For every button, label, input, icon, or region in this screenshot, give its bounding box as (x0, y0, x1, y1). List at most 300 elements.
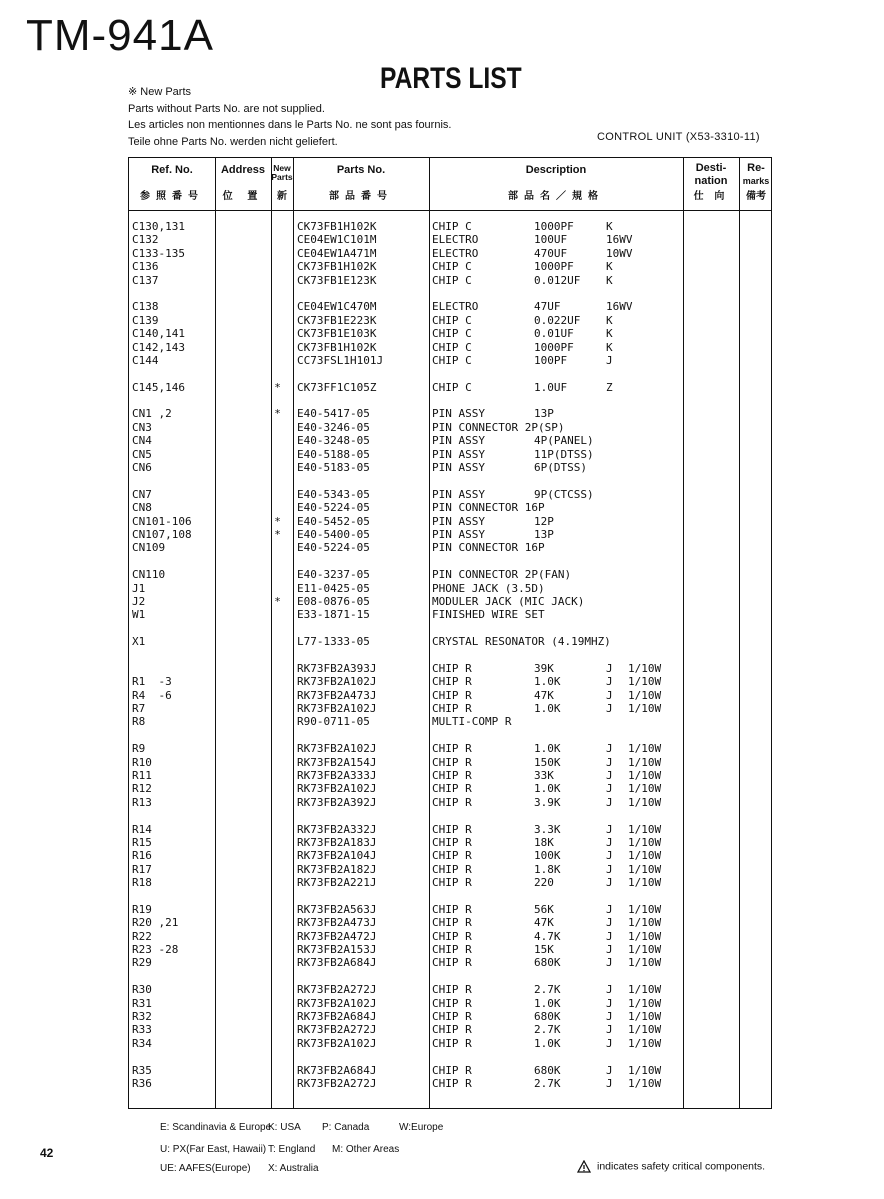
table-row (129, 956, 771, 969)
part-number: CK73FB1E223K (297, 313, 377, 327)
tolerance: J (606, 929, 613, 943)
tolerance: J (606, 353, 613, 367)
ref-cell: W1 (132, 608, 146, 622)
page-title: PARTS LIST (380, 62, 522, 95)
ref-cell: C144 (132, 353, 159, 367)
ref-cell: C140,141 (132, 327, 185, 341)
table-row (129, 327, 771, 340)
part-number: CK73FB1H102K (297, 340, 377, 354)
footer-code-k: K: USA (268, 1122, 301, 1133)
ref-cell: J2 (132, 594, 146, 608)
ref-cell: R33 (132, 1023, 152, 1037)
table-row (129, 662, 771, 675)
value: 56K (534, 902, 554, 916)
value: 220 (534, 876, 554, 890)
description: FINISHED WIRE SET (432, 608, 545, 622)
value: 15K (534, 943, 554, 957)
tolerance: J (606, 661, 613, 675)
description: CHIP R (432, 795, 472, 809)
tolerance: J (606, 835, 613, 849)
part-number: RK73FB2A153J (297, 943, 377, 957)
value: 0.01UF (534, 327, 574, 341)
ref-cell: CN110 (132, 568, 166, 582)
wattage: 1/10W (628, 996, 662, 1010)
table-row (129, 796, 771, 809)
new-mark: * (274, 380, 281, 394)
description: PIN CONNECTOR 16P (432, 541, 545, 555)
row-group (129, 983, 771, 1050)
part-number: RK73FB2A393J (297, 661, 377, 675)
description: CHIP C (432, 340, 472, 354)
description: CHIP R (432, 916, 472, 930)
new-mark: * (274, 594, 281, 608)
ref-cell: R29 (132, 956, 152, 970)
description: CHIP C (432, 260, 472, 274)
part-number: E40-5224-05 (297, 541, 370, 555)
description: CHIP C (432, 220, 472, 233)
value: 9P(CTCSS) (534, 487, 594, 501)
description: PIN ASSY (432, 407, 485, 421)
table-row (129, 461, 771, 474)
value: 1.0K (534, 675, 561, 689)
part-number: CC73FSL1H101J (297, 353, 384, 367)
description: CHIP C (432, 313, 472, 327)
ref-cell: CN3 (132, 420, 152, 434)
value: 47UF (534, 300, 561, 314)
ref-cell: CN107,108 (132, 527, 192, 541)
tolerance: J (606, 1023, 613, 1037)
value: 3.9K (534, 795, 561, 809)
part-number: RK73FB2A102J (297, 996, 377, 1010)
value: 2.7K (534, 983, 561, 997)
header-divider (129, 210, 771, 211)
header-parts-no: Parts No. (336, 164, 386, 176)
tolerance: J (606, 1077, 613, 1090)
ref-cell: CN6 (132, 461, 152, 475)
description: PHONE JACK (3.5D) (432, 581, 545, 595)
value: 1.0K (534, 996, 561, 1010)
ref-cell: R18 (132, 876, 152, 890)
header-remarks-jp: 備考 (746, 191, 766, 202)
ref-cell: R4 -6 (132, 688, 172, 702)
description: ELECTRO (432, 246, 479, 260)
table-row (129, 407, 771, 420)
header-new (271, 164, 293, 182)
ref-cell: R36 (132, 1077, 152, 1090)
wattage: 1/10W (628, 688, 662, 702)
header-destination-line2: nation (694, 175, 728, 187)
table-row (129, 742, 771, 755)
table-row (129, 568, 771, 581)
table-row (129, 260, 771, 273)
table-row (129, 595, 771, 608)
value: 1.0UF (534, 380, 568, 394)
part-number: CE04EW1C470M (297, 300, 377, 314)
new-mark: * (274, 407, 281, 421)
footer-code-m: M: Other Areas (332, 1144, 400, 1155)
table-row (129, 849, 771, 862)
ref-cell: R1 -3 (132, 675, 172, 689)
header-address: Address (220, 164, 266, 176)
description: CHIP R (432, 769, 472, 783)
table-row (129, 756, 771, 769)
description: CHIP R (432, 782, 472, 796)
description: CHIP R (432, 902, 472, 916)
table-row (129, 421, 771, 434)
tolerance: K (606, 313, 613, 327)
ref-cell: C139 (132, 313, 159, 327)
note-english: Parts without Parts No. are not supplied. (128, 102, 325, 115)
table-row (129, 1023, 771, 1036)
value: 4P(PANEL) (534, 434, 594, 448)
table-row (129, 501, 771, 514)
description: CHIP R (432, 1077, 472, 1090)
value: 12P (534, 514, 554, 528)
table-row (129, 1077, 771, 1090)
part-number: E40-3246-05 (297, 420, 370, 434)
description: CHIP R (432, 876, 472, 890)
description: CHIP R (432, 929, 472, 943)
table-row (129, 233, 771, 246)
wattage: 1/10W (628, 661, 662, 675)
table-row (129, 689, 771, 702)
tolerance: J (606, 1063, 613, 1077)
value: 1.0K (534, 742, 561, 756)
description: CHIP R (432, 688, 472, 702)
ref-cell: CN5 (132, 447, 152, 461)
description: CHIP R (432, 1036, 472, 1050)
description: CHIP R (432, 742, 472, 756)
note-new-parts: ※ New Parts (128, 86, 192, 98)
ref-cell: R12 (132, 782, 152, 796)
description: CRYSTAL RESONATOR (4.19MHZ) (432, 635, 611, 649)
ref-cell: R34 (132, 1036, 152, 1050)
part-number: E40-5452-05 (297, 514, 370, 528)
safety-note (577, 1160, 765, 1173)
description: CHIP C (432, 327, 472, 341)
header-address-jp: 位 置 (222, 191, 264, 202)
row-group (129, 662, 771, 729)
ref-cell: R23 -28 (132, 943, 179, 957)
notes (128, 84, 451, 150)
part-number: RK73FB2A684J (297, 1063, 377, 1077)
value: 18K (534, 835, 554, 849)
wattage: 1/10W (628, 983, 662, 997)
description: PIN ASSY (432, 447, 485, 461)
table-row (129, 381, 771, 394)
ref-cell: CN1 ,2 (132, 407, 172, 421)
ref-cell: R16 (132, 849, 152, 863)
ref-cell: X1 (132, 635, 146, 649)
value: 39K (534, 661, 554, 675)
header-destination-line1: Desti- (695, 162, 727, 174)
value: 13P (534, 407, 554, 421)
ref-cell: C145,146 (132, 380, 185, 394)
ref-cell: R10 (132, 755, 152, 769)
table-row (129, 1010, 771, 1023)
header-destination-jp: 仕 向 (693, 191, 729, 202)
warning-triangle-icon (577, 1160, 591, 1173)
description: CHIP R (432, 702, 472, 716)
part-number: CK73FF1C105Z (297, 380, 377, 394)
description: CHIP R (432, 862, 472, 876)
value: 470UF (534, 246, 568, 260)
header-new-line2: Parts (271, 172, 293, 182)
tolerance: J (606, 822, 613, 836)
tolerance: K (606, 327, 613, 341)
description: PIN CONNECTOR 2P(SP) (432, 420, 565, 434)
description: PIN CONNECTOR 2P(FAN) (432, 568, 572, 582)
part-number: L77-1333-05 (297, 635, 370, 649)
ref-cell: R15 (132, 835, 152, 849)
part-number: RK73FB2A154J (297, 755, 377, 769)
row-group (129, 823, 771, 890)
unit-label: CONTROL UNIT (X53-3310-11) (597, 131, 760, 143)
table-row (129, 1037, 771, 1050)
part-number: R90-0711-05 (297, 715, 370, 729)
table-row (129, 782, 771, 795)
row-group (129, 635, 771, 648)
ref-cell: C142,143 (132, 340, 185, 354)
ref-cell: CN7 (132, 487, 152, 501)
table-row (129, 823, 771, 836)
note-german: Teile ohne Parts No. werden nicht geliefert. (128, 135, 338, 148)
part-number: E40-5188-05 (297, 447, 370, 461)
parts-table (128, 157, 772, 1109)
header-description-jp: 部品名／規格 (508, 191, 604, 202)
value: 1.0K (534, 782, 561, 796)
tolerance: 16WV (606, 233, 633, 247)
wattage: 1/10W (628, 675, 662, 689)
tolerance: K (606, 260, 613, 274)
wattage: 1/10W (628, 862, 662, 876)
ref-cell: C133-135 (132, 246, 185, 260)
tolerance: 10WV (606, 246, 633, 260)
wattage: 1/10W (628, 782, 662, 796)
part-number: RK73FB2A473J (297, 688, 377, 702)
part-number: E40-5183-05 (297, 461, 370, 475)
part-number: E11-0425-05 (297, 581, 370, 595)
description: CHIP R (432, 1063, 472, 1077)
description: PIN ASSY (432, 487, 485, 501)
header-new-jp: 新 (277, 191, 287, 202)
part-number: RK73FB2A684J (297, 956, 377, 970)
description: CHIP R (432, 943, 472, 957)
tolerance: J (606, 675, 613, 689)
tolerance: J (606, 902, 613, 916)
row-group (129, 903, 771, 970)
ref-cell: C132 (132, 233, 159, 247)
ref-cell: CN4 (132, 434, 152, 448)
footer-code-ue: UE: AAFES(Europe) (160, 1163, 251, 1174)
value: 680K (534, 1063, 561, 1077)
footer-code-w: W:Europe (399, 1122, 444, 1133)
footer-code-e: E: Scandinavia & Europe (160, 1122, 272, 1133)
wattage: 1/10W (628, 943, 662, 957)
ref-cell: C136 (132, 260, 159, 274)
value: 1000PF (534, 260, 574, 274)
ref-cell: R7 (132, 702, 146, 716)
part-number: E40-3237-05 (297, 568, 370, 582)
header-parts-no-jp: 部品番号 (329, 191, 393, 202)
parts-table-body (129, 220, 771, 1104)
value: 0.012UF (534, 273, 581, 287)
wattage: 1/10W (628, 702, 662, 716)
row-group (129, 407, 771, 474)
description: CHIP C (432, 380, 472, 394)
part-number: RK73FB2A102J (297, 702, 377, 716)
wattage: 1/10W (628, 755, 662, 769)
value: 150K (534, 755, 561, 769)
ref-cell: C130,131 (132, 220, 185, 233)
ref-cell: R22 (132, 929, 152, 943)
part-number: E33-1871-15 (297, 608, 370, 622)
ref-cell: R32 (132, 1010, 152, 1024)
value: 4.7K (534, 929, 561, 943)
part-number: RK73FB2A332J (297, 822, 377, 836)
description: PIN CONNECTOR 16P (432, 501, 545, 515)
value: 2.7K (534, 1077, 561, 1090)
table-row (129, 1064, 771, 1077)
wattage: 1/10W (628, 822, 662, 836)
value: 1.8K (534, 862, 561, 876)
table-row (129, 488, 771, 501)
tolerance: J (606, 782, 613, 796)
table-row (129, 903, 771, 916)
value: 2.7K (534, 1023, 561, 1037)
value: 1000PF (534, 340, 574, 354)
ref-cell: CN109 (132, 541, 166, 555)
tolerance: K (606, 220, 613, 233)
tolerance: J (606, 742, 613, 756)
header-remarks-line1: Re- (747, 162, 765, 174)
table-row (129, 274, 771, 287)
ref-cell: R14 (132, 822, 152, 836)
part-number: CK73FB1H102K (297, 220, 377, 233)
wattage: 1/10W (628, 929, 662, 943)
value: 680K (534, 1010, 561, 1024)
safety-note-text: indicates safety critical components. (597, 1160, 766, 1173)
part-number: RK73FB2A272J (297, 983, 377, 997)
ref-cell: R20 ,21 (132, 916, 179, 930)
part-number: RK73FB2A104J (297, 849, 377, 863)
wattage: 1/10W (628, 849, 662, 863)
wattage: 1/10W (628, 916, 662, 930)
tolerance: J (606, 849, 613, 863)
table-row (129, 582, 771, 595)
table-row (129, 943, 771, 956)
header-ref: Ref. No. (151, 164, 193, 176)
new-mark: * (274, 514, 281, 528)
value: 100K (534, 849, 561, 863)
part-number: RK73FB2A472J (297, 929, 377, 943)
description: MULTI-COMP R (432, 715, 512, 729)
new-mark: * (274, 527, 281, 541)
description: CHIP R (432, 755, 472, 769)
wattage: 1/10W (628, 1077, 662, 1090)
value: 0.022UF (534, 313, 581, 327)
ref-cell: C138 (132, 300, 159, 314)
tolerance: J (606, 1010, 613, 1024)
ref-cell: R17 (132, 862, 152, 876)
part-number: RK73FB2A183J (297, 835, 377, 849)
row-group (129, 742, 771, 809)
tolerance: J (606, 688, 613, 702)
tolerance: J (606, 795, 613, 809)
wattage: 1/10W (628, 795, 662, 809)
table-row (129, 635, 771, 648)
value: 3.3K (534, 822, 561, 836)
part-number: RK73FB2A221J (297, 876, 377, 890)
header-destination (683, 162, 739, 188)
description: PIN ASSY (432, 527, 485, 541)
part-number: RK73FB2A102J (297, 1036, 377, 1050)
description: CHIP R (432, 1023, 472, 1037)
header-description: Description (525, 164, 587, 176)
row-group (129, 381, 771, 394)
tolerance: J (606, 755, 613, 769)
part-number: CK73FB1H102K (297, 260, 377, 274)
value: 33K (534, 769, 554, 783)
description: CHIP R (432, 675, 472, 689)
table-row (129, 300, 771, 313)
ref-cell: R35 (132, 1063, 152, 1077)
table-row (129, 769, 771, 782)
description: CHIP R (432, 822, 472, 836)
tolerance: J (606, 769, 613, 783)
description: CHIP R (432, 983, 472, 997)
description: CHIP R (432, 996, 472, 1010)
header-remarks (739, 162, 773, 188)
wattage: 1/10W (628, 835, 662, 849)
ref-cell: C137 (132, 273, 159, 287)
header-remarks-line2: marks (742, 176, 770, 186)
footer-code-t: T: England (268, 1144, 316, 1155)
row-group (129, 488, 771, 555)
wattage: 1/10W (628, 769, 662, 783)
ref-cell: CN101-106 (132, 514, 192, 528)
tolerance: J (606, 956, 613, 970)
header-new-line1: New (273, 163, 291, 173)
value: 1.0K (534, 702, 561, 716)
part-number: RK73FB2A102J (297, 742, 377, 756)
row-group (129, 220, 771, 287)
description: CHIP R (432, 661, 472, 675)
part-number: RK73FB2A272J (297, 1077, 377, 1090)
ref-cell: CN8 (132, 501, 152, 515)
part-number: RK73FB2A182J (297, 862, 377, 876)
page-number: 42 (40, 1146, 54, 1160)
value: 11P(DTSS) (534, 447, 594, 461)
wattage: 1/10W (628, 742, 662, 756)
table-row (129, 314, 771, 327)
ref-cell: J1 (132, 581, 146, 595)
part-number: E40-5400-05 (297, 527, 370, 541)
description: ELECTRO (432, 300, 479, 314)
part-number: RK73FB2A473J (297, 916, 377, 930)
part-number: CK73FB1E103K (297, 327, 377, 341)
note-french: Les articles non mentionnes dans le Parts No. ne sont pas fournis. (128, 119, 452, 131)
ref-cell: R8 (132, 715, 146, 729)
part-number: RK73FB2A392J (297, 795, 377, 809)
tolerance: J (606, 983, 613, 997)
value: 680K (534, 956, 561, 970)
part-number: RK73FB2A272J (297, 1023, 377, 1037)
value: 6P(DTSS) (534, 461, 587, 475)
ref-cell: R19 (132, 902, 152, 916)
wattage: 1/10W (628, 1063, 662, 1077)
description: PIN ASSY (432, 514, 485, 528)
